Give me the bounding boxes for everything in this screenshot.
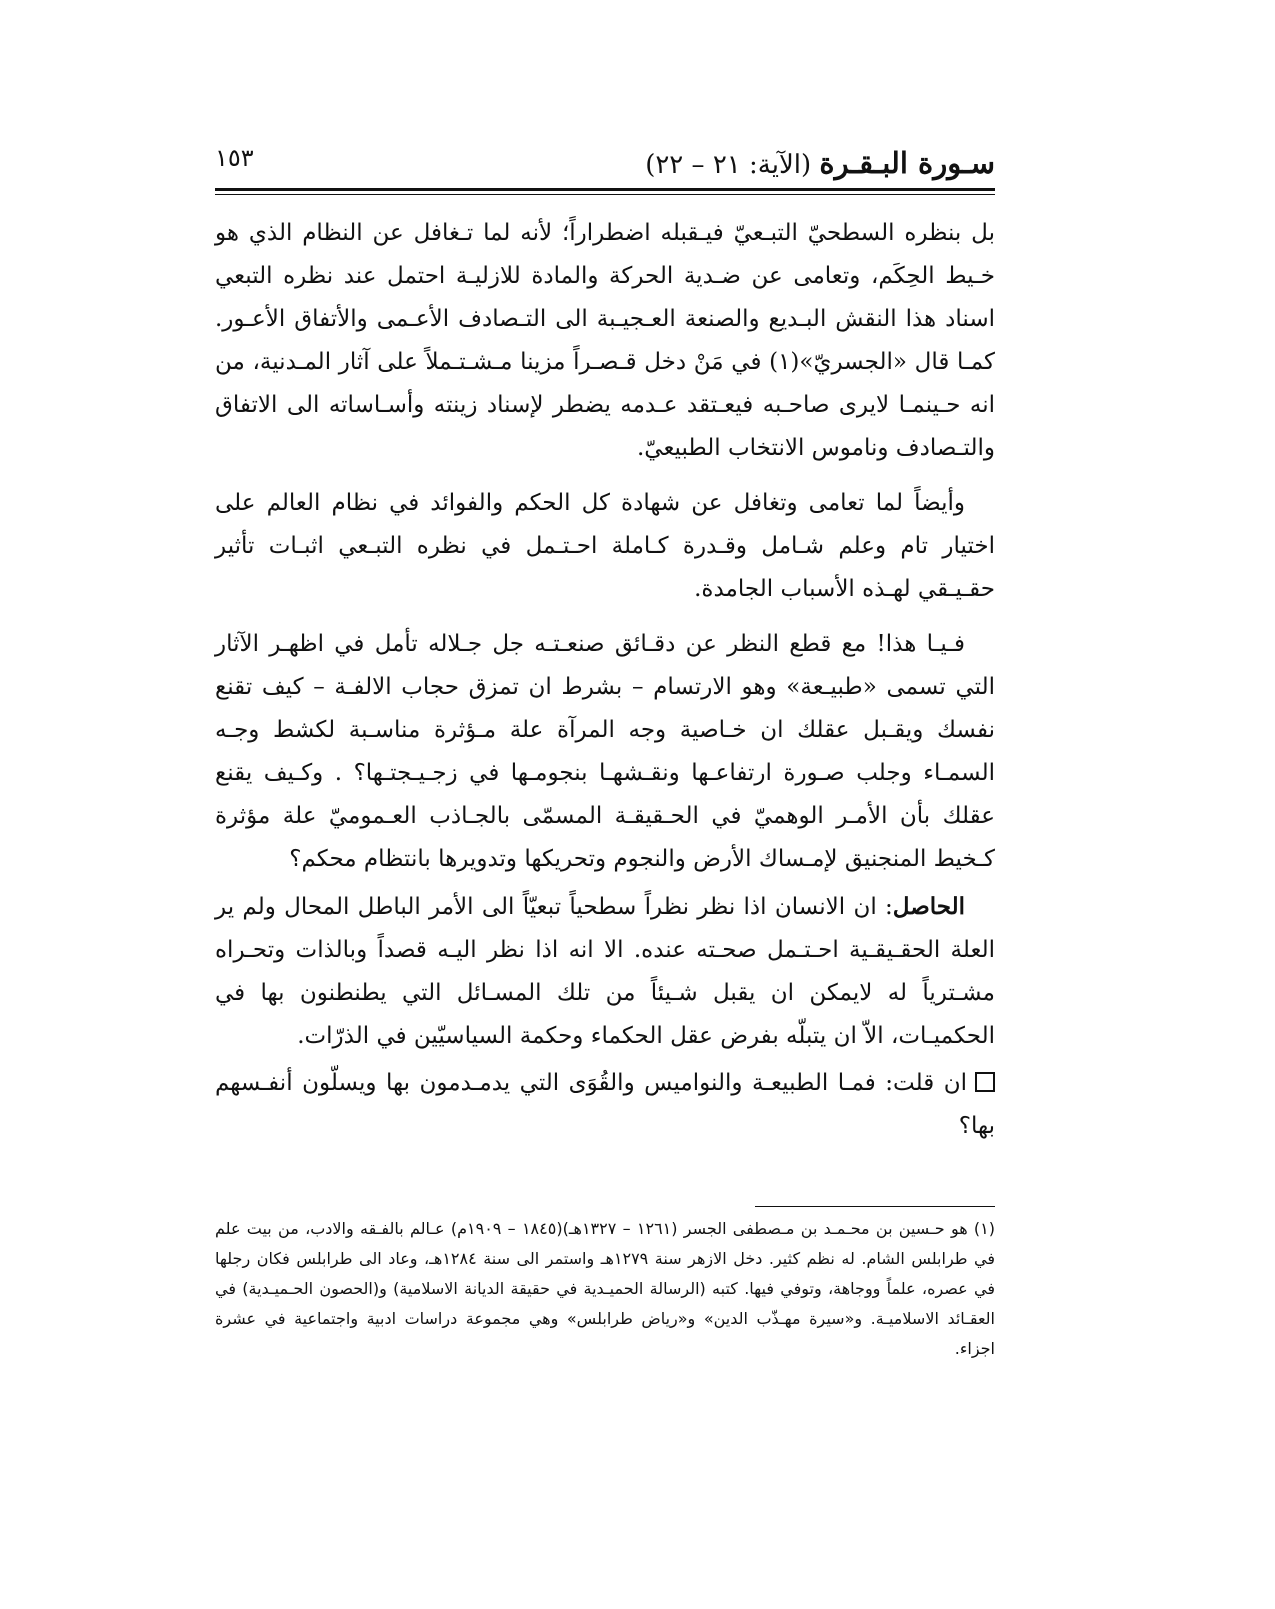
header-rule-thick <box>215 188 995 191</box>
header-rule-thin <box>215 194 995 195</box>
page-number: ١٥٣ <box>215 144 254 172</box>
sura-title: سـورة البـقـرة <box>819 146 995 180</box>
paragraph-4 <box>215 885 995 1058</box>
square-bullet-icon <box>975 1072 995 1092</box>
paragraph-1: بل بنظره السطحيّ التبـعيّ فيـقبله اضطراراً؛ لأنه لما تـغافل عن النظام الذي هو خـيط الحِكَم، وتعامى عن ضـدية الحركة والمادة للازليـة احتمل عند نظره التبعي اسناد هذا النقش البـديع والصنعة العـجيـبة الى التـصادف الأعـمى والأتفاق الأعـور. كمـا قال «الجسريّ»(١) في مَنْ دخل قـصـراً مزينا مـشـتـملاً على آثار المـدنية، من انه حـينمـا لايرى صاحـبه فيعـتقد عـدمه يضطر لإسناد زينته وأسـاساته الى الاتفاق والتـصادف وناموس الانتخاب الطبيعيّ. <box>215 220 995 461</box>
conclusion-text: : ان الانسان اذا نظر نظراً سطحياً تبعيّاً الى الأمر الباطل المحال ولم ير العلة الحقـيقـية احـتـمل صحـته عنده. الا انه اذا نظر اليـه قصداً وبالذات وتحـراه مشـترياً له لايمكن ان يقبل شـيئاً من تلك المسـائل التي يطنطنون بها في الحكميـات، الاّ ان يتبلّه بفرض عقل الحكماء وحكمة السياسيّين في الذرّات. <box>215 894 995 1049</box>
footnote-separator <box>755 1206 995 1207</box>
paragraph-2: وأيضاً لما تعامى وتغافل عن شهادة كل الحكم والفوائد في نظام العالم على اختيار تام وعلم شـامل وقـدرة كـاملة احـتـمل في نظره التبـعي اثبـات تأثير حقـيـقي لهـذه الأسباب الجامدة. <box>215 490 995 602</box>
paragraph-5 <box>215 1062 995 1148</box>
paragraph-3: فـيـا هذا! مع قطع النظر عن دقـائق صنعـتـه جل جـلاله تأمل في اظهـر الآثار التي تسمى «طبيـعة» وهو الارتسام – بشرط ان تمزق حجاب الالفـة – كيف تقنع نفسك ويقـبل عقلك ان خـاصية وجه المرآة علة مـؤثرة مناسـبة لكشط وجـه السمـاء وجلب صـورة ارتفاعـها ونقـشهـا بنجومـها في زجـيـجتـها؟ . وكـيف يقنع عقلك بأن الأمـر الوهميّ في الحـقيقـة المسمّى بالجـاذب العـموميّ علة مؤثرة كـخيط المنجنيق لإمـساك الأرض والنجوم وتحريكها وتدويرها بانتظام محكم؟ <box>215 631 995 872</box>
question-text: ان قلت: فمـا الطبيعـة والنواميس والقُوَى التي يدمـدمون بها ويسلّون أنفـسهم بها؟ <box>215 1070 995 1139</box>
running-head <box>645 146 995 180</box>
body-text <box>215 212 995 1160</box>
page-header <box>215 138 995 188</box>
footnote <box>215 1214 995 1364</box>
footnote-text: (١) هو حـسين بن محـمـد بن مـصطفى الجسر (١٢٦١ – ١٣٢٧هـ)(١٨٤٥ – ١٩٠٩م) عـالم بالفـقه والادب، من بيت علم في طرابلس الشام. له نظم كثير. دخل الازهر سنة ١٢٧٩هـ واستمر الى سنة ١٢٨٤هـ، وعاد الى طرابلس فكان رجلها في عصره، علماً ووجاهة، وتوفي فيها. كتبه (الرسالة الحميـدية في حقيقة الديانة الاسلامية) و(الحصون الحـميـدية) في العقـائد الاسلاميـة. و«سيرة مهـذّب الدين» و«رياض طرابلس» وهي مجموعة دراسات ادبية واجتماعية في عشرة اجزاء. <box>215 1219 996 1358</box>
verse-reference: (الآية: ٢١ – ٢٢) <box>645 150 812 180</box>
conclusion-label: الحاصل <box>892 893 965 920</box>
